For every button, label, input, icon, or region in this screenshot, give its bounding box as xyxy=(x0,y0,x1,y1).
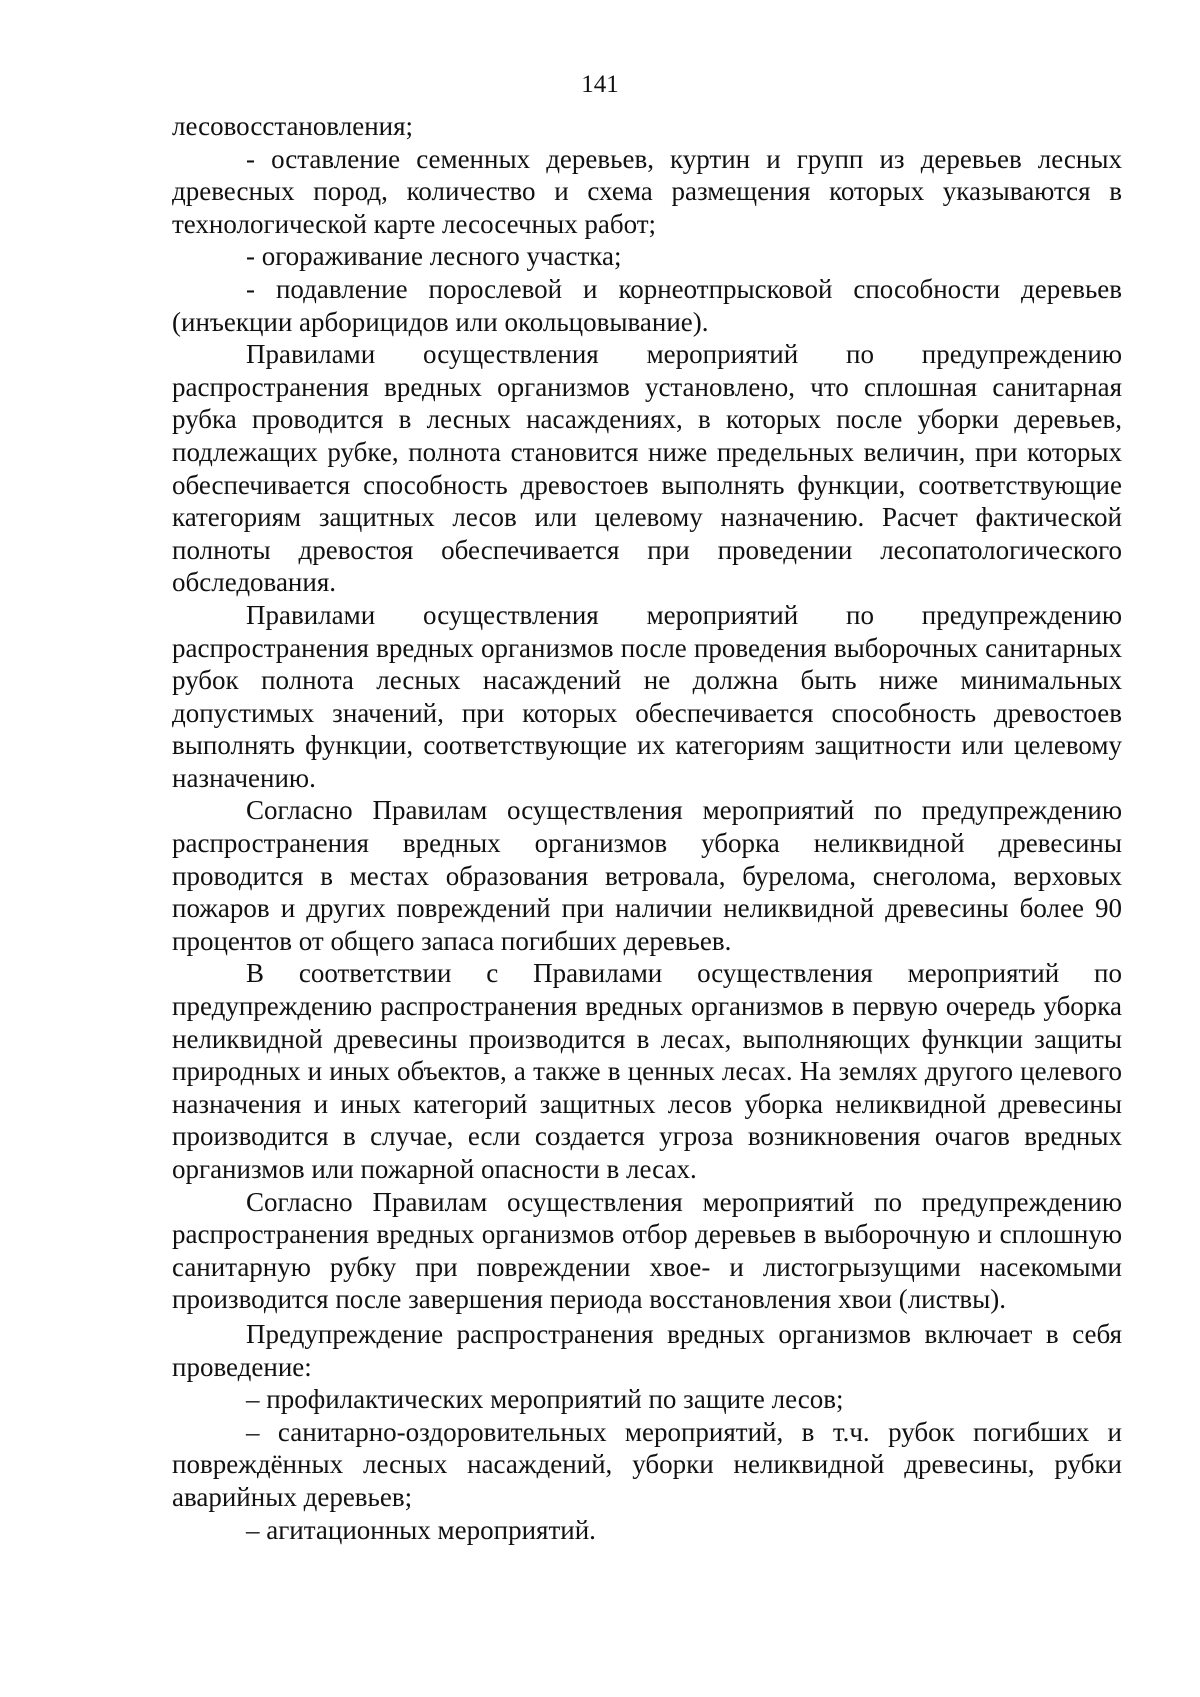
paragraph-deadwood-removal: Согласно Правилам осуществления мероприятий по предупреждению распространения вредных организмов уборка неликвидной древесины проводится в местах образования ветровала, бурелома, снеголома, верховых пожаров и других повреждений при наличии неликвидной древесины более 90 процентов от общего запаса погибших деревьев. xyxy=(172,795,1122,956)
paragraph-clear-cutting: Правилами осуществления мероприятий по предупреждению распространения вредных организмов установлено, что сплошная санитарная рубка проводится в лесных насаждениях, в которых после уборки деревьев, подлежащих рубке, полнота становится ниже предельных величин, при которых обеспечивается способность древостоев выполнять функции, соответствующие категориям защитных лесов или целевому назначению. Расчет фактической полноты древостоя обеспечивается при проведении лесопатологического обследования. xyxy=(172,339,1122,598)
list-item-sanitary-measures: – санитарно-оздоровительных мероприятий, в т.ч. рубок погибших и повреждённых лесных насаждений, уборки неликвидной древесины, рубки аварийных деревьев; xyxy=(172,1416,1122,1512)
list-item-awareness-measures: – агитационных мероприятий. xyxy=(246,1514,596,1545)
list-item-seed-trees: - оставление семенных деревьев, куртин и групп из деревьев лесных древесных пород, количество и схема размещения которых указываются в технологической карте лесосечных работ; xyxy=(172,143,1122,239)
document-body xyxy=(172,110,1122,1546)
list-item-suppression: - подавление порослевой и корнеотпрысковой способности деревьев (инъекции арборицидов или окольцовывание). xyxy=(172,273,1122,337)
list-item-fencing: - огораживание лесного участка; xyxy=(246,241,622,272)
list-item-preventive-measures: – профилактических мероприятий по защите лесов; xyxy=(246,1384,844,1415)
paragraph-priority-removal: В соответствии с Правилами осуществления мероприятий по предупреждению распространения вредных организмов в первую очередь уборка неликвидной древесины производится в лесах, выполняющих функции защиты природных и иных объектов, а также в ценных лесах. На землях другого целевого назначения и иных категорий защитных лесов уборка неликвидной древесины производится в случае, если создается угроза возникновения очагов вредных организмов или пожарной опасности в лесах. xyxy=(172,958,1122,1184)
paragraph-selective-cutting: Правилами осуществления мероприятий по предупреждению распространения вредных организмов после проведения выборочных санитарных рубок полнота лесных насаждений не должна быть ниже минимальных допустимых значений, при которых обеспечивается способность древостоев выполнять функции, соответствующие их категориям защитности или целевому назначению. xyxy=(172,599,1122,793)
paragraph-tree-selection: Согласно Правилам осуществления мероприятий по предупреждению распространения вредных организмов отбор деревьев в выборочную и сплошную санитарную рубку при повреждении хвое- и листогрызущими насекомыми производится после завершения периода восстановления хвои (листвы). xyxy=(172,1186,1122,1315)
paragraph-continuation: лесовосстановления; xyxy=(172,111,414,141)
page-number: 141 xyxy=(581,71,619,98)
paragraph-prevention-intro: Предупреждение распространения вредных организмов включает в себя проведение: xyxy=(172,1318,1122,1382)
